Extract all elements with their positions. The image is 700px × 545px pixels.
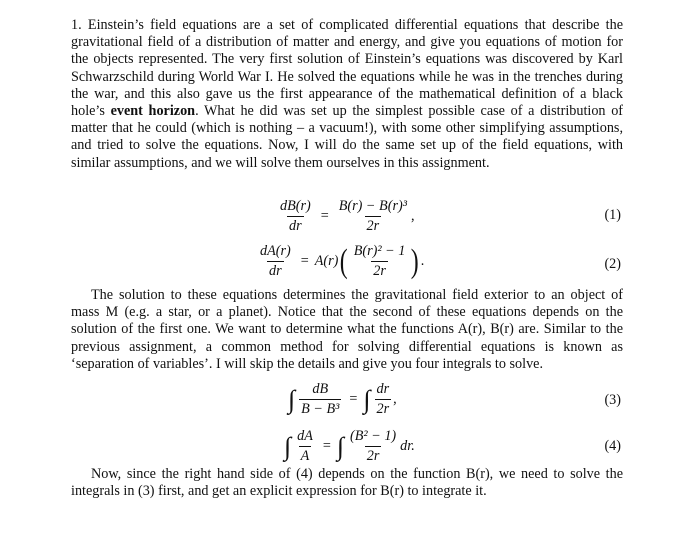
equation-3-label: (3) xyxy=(604,392,621,408)
intro-text-start: 1. Einstein’s field equations are a set of complicated differential equations that describe the gravitational field of a distribution of matter and energy, and give you equations of motion for the objects represented. The very first solution of Einstein’s equations was discovered by Karl Schwarzschild during World War I. He solved the equations while he was in the trenches during the war, and this also gave us the first appearance of the mathematical definition of a black hole’s xyxy=(71,17,623,120)
eq4-lhs: $\frac{dA}{A}$ xyxy=(297,428,313,464)
equation-4-label: (4) xyxy=(604,438,621,454)
equation-3: ∫ $\frac{dB}{\text{B − B³}}$ = ∫ $\frac{dr}{2r}$ , xyxy=(288,381,397,417)
eq2-lhs: $\frac{dA(r)}{dr}$ xyxy=(260,243,291,279)
eq1-lhs: $\frac{dB(r)}{dr}$ xyxy=(280,198,311,234)
eq2-a-of-r: A(r) xyxy=(314,253,339,269)
conclusion-paragraph: Now, since the right hand side of (4) depends on the function B(r), we need to solve the integrals in (3) first, and get an explicit expression for B(r) to integrate it. xyxy=(71,466,623,500)
equation-2-label: (2) xyxy=(604,256,621,272)
eq3-rhs: $\frac{dr}{2r}$ xyxy=(376,381,390,417)
separation-paragraph: The solution to these equations determines the gravitational field exterior to an object of mass M (e.g. a star, or a planet). Notice that the second of these equations depends on the solution of the first one. We want to determine what the functions A(r), B(r) are. Similar to the previous assignment, a common method for solving differential equations is known as ‘separation of variables’. I will skip the details and give you four integrals to solve. xyxy=(71,287,623,372)
eq3-lhs: $\frac{dB}{\text{B − B³}}$ xyxy=(301,381,340,417)
equation-2: $\frac{dA(r)}{dr}$ = A(r) ( $\frac{\text{B(r)² − 1}}{2r}$ ) . xyxy=(260,242,425,280)
intro-text-end: . What he did was set up the simplest possible case of a distribution of matter that he could (which is nothing – a vacuum!), with some other simplifying assumptions, and tried to solve the equations. Now, I will do the same set up of the field equations, with similar assumptions, and we will solve them ourselves in this assignment. xyxy=(71,103,624,171)
eq4-rhs: $\frac{\text{(B² − 1)}}{2r}$ xyxy=(350,428,397,464)
intro-paragraph xyxy=(71,17,623,172)
event-horizon-term: event horizon xyxy=(110,103,196,120)
eq1-rhs: $\frac{\text{B(r) − B(r)³}}{2r}$ xyxy=(338,198,407,234)
equation-1-label: (1) xyxy=(604,207,621,223)
equation-4: ∫ $\frac{dA}{A}$ = ∫ $\frac{\text{(B² − 1)}}{2r}$ dr. xyxy=(284,428,415,464)
equation-1: $\frac{dB(r)}{dr}$ = $\frac{\text{B(r) − B(r)³}}{2r}$ , xyxy=(280,198,415,234)
eq2-rhs: $\frac{\text{B(r)² − 1}}{2r}$ xyxy=(353,243,406,279)
